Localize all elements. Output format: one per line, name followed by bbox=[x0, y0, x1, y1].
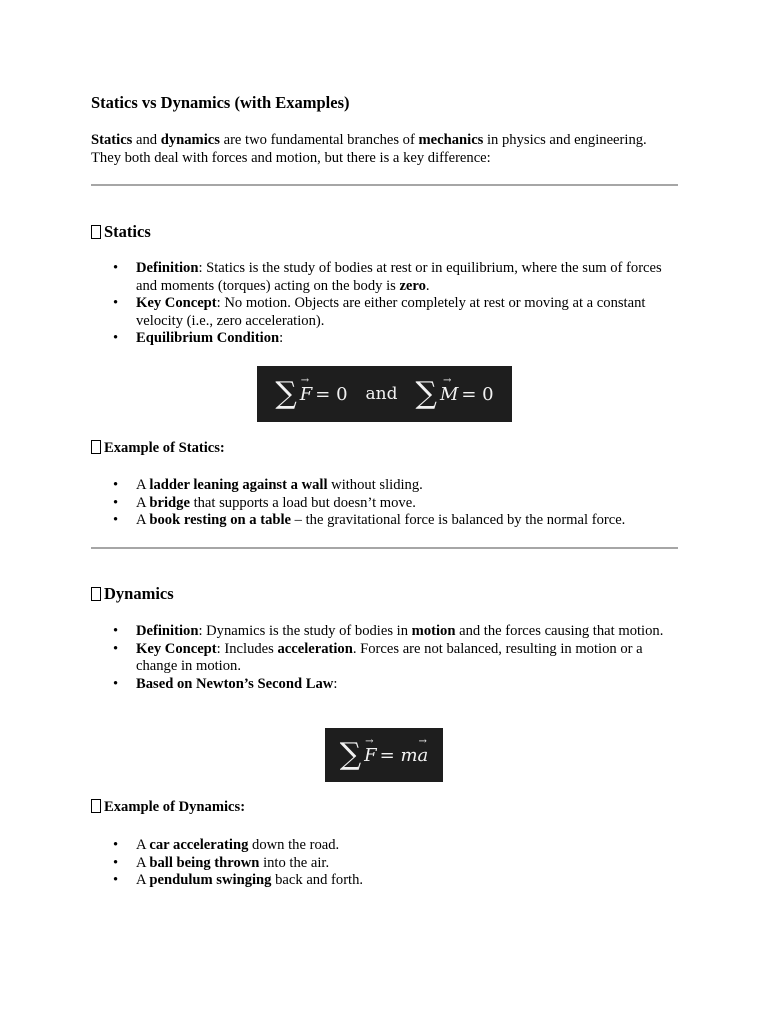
example-post: without sliding. bbox=[327, 477, 423, 493]
statics-def-text: : Statics is the study of bodies at rest or in equilibrium, where the sum of forces and moments (torques) acting on the body is bbox=[136, 260, 662, 294]
dynamics-def-end: and the forces causing that motion. bbox=[455, 623, 664, 639]
eq-acceleration-symbol: a bbox=[417, 744, 429, 766]
list-item bbox=[91, 512, 679, 530]
statics-examples-heading-text: Example of Statics: bbox=[104, 440, 225, 456]
vector-arrow-icon: → bbox=[300, 374, 310, 386]
statics-eq-label: Equilibrium Condition bbox=[136, 330, 280, 347]
newton-equation-image bbox=[325, 728, 443, 782]
example-pre: A bbox=[136, 494, 150, 511]
dynamics-key-text: : Includes bbox=[216, 640, 278, 657]
list-item bbox=[91, 623, 679, 641]
list-item bbox=[91, 295, 679, 330]
eq-moment-symbol: M bbox=[439, 383, 459, 405]
example-post: – the gravitational force is balanced by the normal force. bbox=[291, 512, 626, 529]
dynamics-examples-heading bbox=[91, 799, 245, 816]
divider-1 bbox=[91, 184, 678, 186]
list-item bbox=[91, 855, 679, 873]
example-pre: A bbox=[136, 477, 150, 493]
statics-def-bold: zero bbox=[399, 277, 426, 294]
statics-def-end: . bbox=[425, 277, 430, 294]
eq-force-symbol: F bbox=[299, 383, 313, 405]
vector-arrow-icon: → bbox=[418, 735, 427, 747]
missing-glyph-icon bbox=[91, 799, 101, 813]
statics-examples-list bbox=[91, 477, 679, 530]
dynamics-heading bbox=[91, 584, 174, 604]
sigma-symbol: ∑ bbox=[415, 376, 437, 411]
intro-bold-mechanics: mechanics bbox=[418, 132, 484, 148]
dynamics-examples-list bbox=[91, 837, 679, 890]
intro-text-3: in physics and engineering. They both deal with forces and motion, but there is a key difference: bbox=[91, 132, 647, 166]
statics-def-label: Definition bbox=[136, 260, 199, 276]
example-post: into the air. bbox=[259, 854, 330, 871]
eq-equals-zero-1: = 0 bbox=[315, 383, 348, 405]
dynamics-key-label: Key Concept bbox=[136, 640, 217, 657]
eq-and-word: and bbox=[365, 384, 398, 404]
list-item bbox=[91, 495, 679, 513]
statics-examples-heading bbox=[91, 440, 225, 457]
dynamics-def-text: : Dynamics is the study of bodies in bbox=[198, 623, 412, 639]
list-item bbox=[91, 260, 679, 295]
example-bold: bridge bbox=[149, 494, 190, 511]
sigma-symbol: ∑ bbox=[275, 376, 297, 411]
example-post: down the road. bbox=[248, 837, 340, 853]
missing-glyph-icon bbox=[91, 587, 101, 601]
example-bold: ball being thrown bbox=[149, 854, 260, 871]
statics-key-text: : No motion. Objects are either completely at rest or moving at a constant velocity (i.e., zero acceleration). bbox=[136, 295, 646, 329]
dynamics-heading-text: Dynamics bbox=[104, 584, 174, 603]
dynamics-key-bold: acceleration bbox=[277, 640, 353, 657]
example-post: back and forth. bbox=[271, 872, 364, 889]
dynamics-law-label: Based on Newton’s Second Law bbox=[136, 675, 334, 692]
statics-list bbox=[91, 260, 679, 348]
example-bold: car accelerating bbox=[149, 837, 249, 853]
list-item bbox=[91, 676, 679, 694]
list-item bbox=[91, 641, 679, 676]
statics-heading-text: Statics bbox=[104, 222, 151, 241]
dynamics-examples-heading-text: Example of Dynamics: bbox=[104, 799, 246, 815]
eq-force-symbol: F bbox=[364, 744, 377, 766]
statics-eq-colon: : bbox=[279, 330, 284, 347]
example-bold: pendulum swinging bbox=[149, 872, 272, 889]
vector-arrow-icon: → bbox=[442, 374, 452, 386]
dynamics-law-colon: : bbox=[333, 675, 338, 692]
list-item bbox=[91, 330, 679, 348]
list-item bbox=[91, 477, 679, 495]
force-vector bbox=[364, 735, 377, 766]
statics-key-label: Key Concept bbox=[136, 295, 217, 312]
intro-bold-dynamics: dynamics bbox=[160, 132, 220, 148]
equilibrium-equation-image bbox=[257, 366, 512, 422]
dynamics-def-label: Definition bbox=[136, 623, 199, 639]
intro-text-1: and bbox=[132, 132, 161, 148]
example-pre: A bbox=[136, 872, 150, 889]
page-title: Statics vs Dynamics (with Examples) bbox=[91, 93, 350, 112]
missing-glyph-icon bbox=[91, 225, 101, 239]
moment-vector bbox=[439, 374, 459, 405]
example-bold: ladder leaning against a wall bbox=[149, 477, 328, 493]
eq-equals-zero-2: = 0 bbox=[461, 383, 494, 405]
intro-text-2: are two fundamental branches of bbox=[219, 132, 419, 148]
example-bold: book resting on a table bbox=[149, 512, 292, 529]
list-item bbox=[91, 837, 679, 855]
sigma-symbol: ∑ bbox=[339, 737, 362, 772]
statics-heading bbox=[91, 222, 151, 242]
intro-paragraph bbox=[91, 131, 679, 167]
vector-arrow-icon: → bbox=[365, 735, 374, 747]
eq-equals-m: = m bbox=[379, 744, 418, 766]
divider-2 bbox=[91, 547, 678, 549]
list-item bbox=[91, 872, 679, 890]
example-pre: A bbox=[136, 837, 150, 853]
intro-bold-statics: Statics bbox=[91, 132, 133, 148]
dynamics-def-bold: motion bbox=[411, 623, 456, 639]
acceleration-vector bbox=[417, 735, 429, 766]
force-vector bbox=[299, 374, 313, 405]
example-post: that supports a load but doesn’t move. bbox=[189, 494, 416, 511]
dynamics-key-end: . Forces are not balanced, resulting in motion or a change in motion. bbox=[136, 640, 643, 675]
example-pre: A bbox=[136, 512, 150, 529]
missing-glyph-icon bbox=[91, 440, 101, 454]
example-pre: A bbox=[136, 854, 150, 871]
dynamics-list bbox=[91, 623, 679, 693]
